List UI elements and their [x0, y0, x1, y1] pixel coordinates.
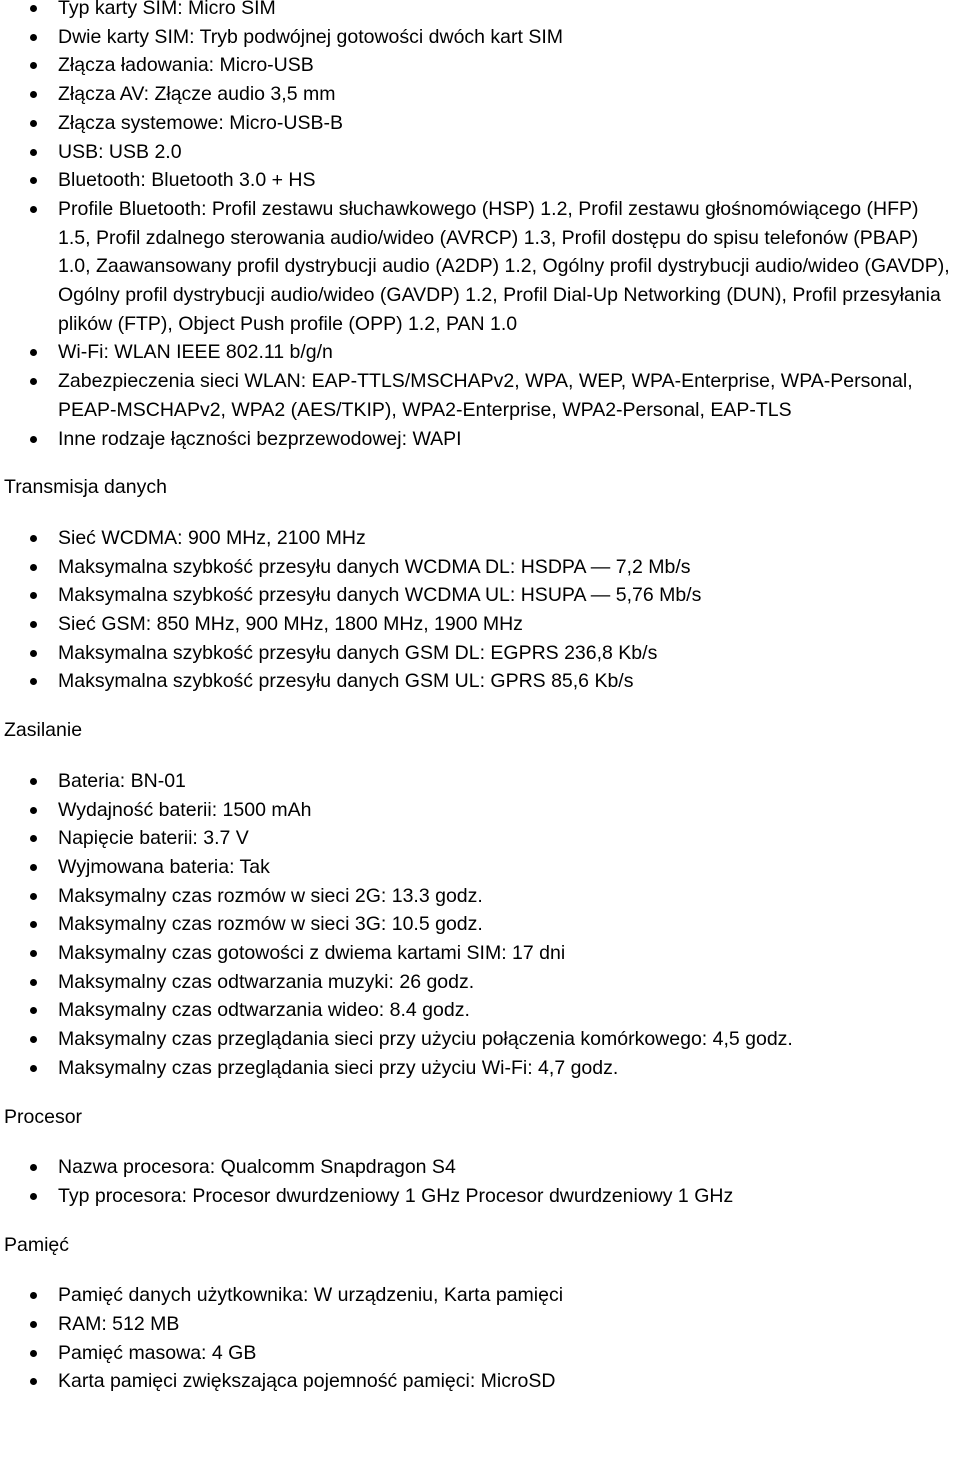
list-item	[0, 853, 960, 882]
bullet-icon	[30, 1065, 37, 1072]
list-item-text: Pamięć danych użytkownika: W urządzeniu, Karta pamięci	[58, 1284, 564, 1307]
list-item-text: USB: USB 2.0	[58, 140, 182, 163]
list-item-text: Maksymalny czas gotowości z dwiema kartami SIM: 17 dni	[58, 942, 566, 965]
list-item-text: Maksymalny czas rozmów w sieci 3G: 10.5 godz.	[58, 913, 483, 936]
list-item-text: Inne rodzaje łączności bezprzewodowej: WAPI	[58, 427, 462, 450]
list-item-text: Pamięć masowa: 4 GB	[58, 1341, 257, 1364]
list-item	[0, 195, 960, 339]
bullet-icon	[30, 621, 37, 628]
bullet-icon	[30, 778, 37, 785]
bullet-icon	[30, 864, 37, 871]
bullet-icon	[30, 120, 37, 127]
list-item-text: Napięcie baterii: 3.7 V	[58, 827, 249, 850]
bullet-icon	[30, 1378, 37, 1385]
list-item-text: Zabezpieczenia sieci WLAN: EAP-TTLS/MSCHAPv2, WPA, WEP, WPA-Enterprise, WPA-Personal, PEAP-MSCHAPv2, WPA2 (AES/TKIP), WPA2-Enterprise, WPA2-Personal, EAP-TLS	[58, 370, 913, 421]
list-item	[0, 553, 960, 582]
list-item	[0, 581, 960, 610]
list-item	[0, 425, 960, 454]
list-item	[0, 996, 960, 1025]
list-item-text: Sieć WCDMA: 900 MHz, 2100 MHz	[58, 526, 366, 549]
list-item-text: Typ procesora: Procesor dwurdzeniowy 1 GHz Procesor dwurdzeniowy 1 GHz	[58, 1184, 734, 1207]
bullet-icon	[30, 5, 37, 12]
bullet-icon	[30, 378, 37, 385]
bullet-icon	[30, 1007, 37, 1014]
list-item	[0, 1367, 960, 1396]
list-item	[0, 109, 960, 138]
bullet-icon	[30, 177, 37, 184]
processor-list	[0, 1153, 960, 1210]
bullet-icon	[30, 436, 37, 443]
list-item	[0, 1153, 960, 1182]
list-item-text: Bluetooth: Bluetooth 3.0 + HS	[58, 169, 316, 192]
bullet-icon	[30, 149, 37, 156]
list-item	[0, 767, 960, 796]
bullet-icon	[30, 835, 37, 842]
list-item-text: Maksymalny czas odtwarzania muzyki: 26 godz.	[58, 970, 475, 993]
bullet-icon	[30, 349, 37, 356]
list-item-text: Profile Bluetooth: Profil zestawu słuchawkowego (HSP) 1.2, Profil zestawu głośnomówiącego (HFP) 1.5, Profil zdalnego sterowania audio/wideo (AVRCP) 1.3, Profil dostępu do spisu telefonów (PBAP) 1.0, Zaawansowany profil dystrybucji audio (A2DP) 1.2, Ogólny profil dystrybucji audio/wideo (GAVDP), Ogólny profil dystrybucji audio/wideo (GAVDP) 1.2, Profil Dial-Up Networking (DUN), Profil przesyłania plików (FTP), Object Push profile (OPP) 1.2, PAN 1.0	[58, 197, 950, 335]
bullet-icon	[30, 206, 37, 213]
list-item	[0, 610, 960, 639]
list-item	[0, 0, 960, 23]
list-item-text: Bateria: BN-01	[58, 769, 186, 792]
bullet-icon	[30, 564, 37, 571]
section-heading-memory: Pamięć	[4, 1233, 70, 1256]
bullet-icon	[30, 807, 37, 814]
bullet-icon	[30, 678, 37, 685]
list-item	[0, 824, 960, 853]
list-item	[0, 51, 960, 80]
list-item	[0, 138, 960, 167]
bullet-icon	[30, 950, 37, 957]
list-item	[0, 23, 960, 52]
list-item	[0, 910, 960, 939]
list-item	[0, 667, 960, 696]
bullet-icon	[30, 1164, 37, 1171]
list-item-text: Maksymalna szybkość przesyłu danych WCDMA UL: HSUPA — 5,76 Mb/s	[58, 584, 702, 607]
list-item	[0, 939, 960, 968]
list-item	[0, 1025, 960, 1054]
memory-list	[0, 1281, 960, 1396]
list-item-text: Złącza systemowe: Micro-USB-B	[58, 111, 343, 134]
list-item-text: Maksymalny czas przeglądania sieci przy użyciu Wi-Fi: 4,7 godz.	[58, 1056, 619, 1079]
list-item	[0, 968, 960, 997]
bullet-icon	[30, 1350, 37, 1357]
bullet-icon	[30, 1193, 37, 1200]
bullet-icon	[30, 921, 37, 928]
list-item-text: Sieć GSM: 850 MHz, 900 MHz, 1800 MHz, 1900 MHz	[58, 613, 523, 636]
list-item-text: RAM: 512 MB	[58, 1313, 180, 1336]
list-item	[0, 882, 960, 911]
list-item	[0, 1339, 960, 1368]
list-item	[0, 1310, 960, 1339]
bullet-icon	[30, 91, 37, 98]
list-item	[0, 166, 960, 195]
list-item	[0, 80, 960, 109]
bullet-icon	[30, 1292, 37, 1299]
list-item-text: Typ karty SIM: Micro SIM	[58, 0, 276, 19]
list-item	[0, 367, 960, 424]
connectivity-list	[0, 0, 960, 453]
bullet-icon	[30, 893, 37, 900]
list-item-text: Nazwa procesora: Qualcomm Snapdragon S4	[58, 1156, 456, 1179]
list-item-text: Maksymalna szybkość przesyłu danych WCDMA DL: HSDPA — 7,2 Mb/s	[58, 555, 691, 578]
list-item	[0, 1281, 960, 1310]
list-item-text: Złącza ładowania: Micro-USB	[58, 54, 314, 77]
list-item-text: Dwie karty SIM: Tryb podwójnej gotowości dwóch kart SIM	[58, 25, 564, 48]
power-list	[0, 767, 960, 1083]
list-item	[0, 524, 960, 553]
list-item-text: Maksymalny czas przeglądania sieci przy użyciu połączenia komórkowego: 4,5 godz.	[58, 1028, 793, 1051]
list-item	[0, 796, 960, 825]
section-heading-data-transfer: Transmisja danych	[4, 476, 167, 499]
bullet-icon	[30, 1036, 37, 1043]
bullet-icon	[30, 1321, 37, 1328]
bullet-icon	[30, 62, 37, 69]
bullet-icon	[30, 34, 37, 41]
bullet-icon	[30, 592, 37, 599]
list-item	[0, 1182, 960, 1211]
list-item	[0, 1054, 960, 1083]
list-item-text: Maksymalna szybkość przesyłu danych GSM UL: GPRS 85,6 Kb/s	[58, 670, 634, 693]
list-item-text: Karta pamięci zwiększająca pojemność pamięci: MicroSD	[58, 1370, 556, 1393]
list-item-text: Maksymalny czas rozmów w sieci 2G: 13.3 godz.	[58, 884, 483, 907]
list-item-text: Wyjmowana bateria: Tak	[58, 855, 270, 878]
data-transfer-list	[0, 524, 960, 696]
bullet-icon	[30, 535, 37, 542]
list-item-text: Maksymalna szybkość przesyłu danych GSM DL: EGPRS 236,8 Kb/s	[58, 641, 658, 664]
list-item-text: Maksymalny czas odtwarzania wideo: 8.4 godz.	[58, 999, 470, 1022]
bullet-icon	[30, 979, 37, 986]
list-item-text: Wi-Fi: WLAN IEEE 802.11 b/g/n	[58, 341, 333, 364]
list-item-text: Złącza AV: Złącze audio 3,5 mm	[58, 83, 336, 106]
bullet-icon	[30, 650, 37, 657]
list-item	[0, 338, 960, 367]
list-item	[0, 639, 960, 668]
section-heading-power: Zasilanie	[4, 719, 83, 742]
list-item-text: Wydajność baterii: 1500 mAh	[58, 798, 312, 821]
section-heading-processor: Procesor	[4, 1105, 83, 1128]
